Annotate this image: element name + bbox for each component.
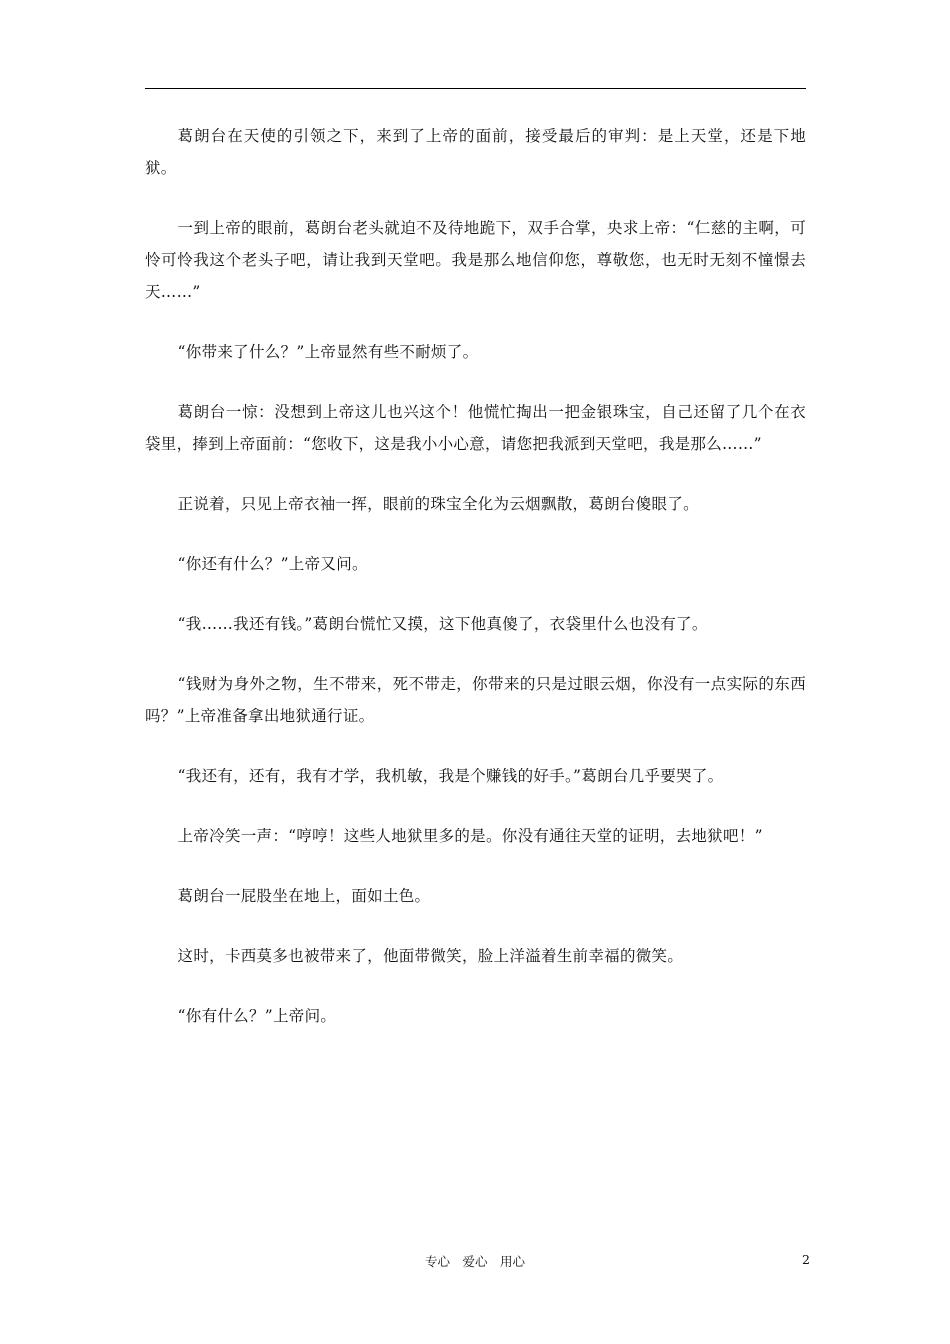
header-rule xyxy=(145,88,806,89)
paragraph: 葛朗台在天使的引领之下，来到了上帝的面前，接受最后的审判：是上天堂，还是下地狱。 xyxy=(145,127,806,177)
paragraph: “你带来了什么？”上帝显然有些不耐烦了。 xyxy=(177,343,479,361)
paragraph: 正说着，只见上帝衣袖一挥，眼前的珠宝全化为云烟飘散，葛朗台傻眼了。 xyxy=(177,495,699,513)
paragraph: “我……我还有钱。”葛朗台慌忙又摸，这下他真傻了，衣袋里什么也没有了。 xyxy=(177,615,708,633)
paragraph: “你有什么？”上帝问。 xyxy=(177,1007,337,1025)
paragraph: “我还有，还有，我有才学，我机敏，我是个赚钱的好手。”葛朗台几乎要哭了。 xyxy=(177,767,724,785)
paragraph: 上帝冷笑一声：“哼哼！这些人地狱里多的是。你没有通往天堂的证明，去地狱吧！” xyxy=(177,827,763,845)
paragraph: 葛朗台一惊：没想到上帝这儿也兴这个！他慌忙掏出一把金银珠宝，自己还留了几个在衣袋里，捧到上帝面前：“您收下，这是我小小心意，请您把我派到天堂吧，我是那么……” xyxy=(145,403,806,453)
paragraph: 一到上帝的眼前，葛朗台老头就迫不及待地跪下，双手合掌，央求上帝：“仁慈的主啊，可怜可怜我这个老头子吧，请让我到天堂吧。我是那么地信仰您，尊敬您，也无时无刻不憧憬去天……” xyxy=(145,219,806,301)
paragraph: “你还有什么？”上帝又问。 xyxy=(177,555,368,573)
footer-motto: 专心 爱心 用心 xyxy=(424,1254,525,1269)
paragraph: 葛朗台一屁股坐在地上，面如土色。 xyxy=(177,887,431,905)
page-number: 2 xyxy=(802,1252,810,1267)
document-body xyxy=(145,120,806,1032)
paragraph: 这时，卡西莫多也被带来了，他面带微笑，脸上洋溢着生前幸福的微笑。 xyxy=(177,947,684,965)
paragraph: “钱财为身外之物，生不带来，死不带走，你带来的只是过眼云烟，你没有一点实际的东西吗？”上帝准备拿出地狱通行证。 xyxy=(145,675,806,725)
